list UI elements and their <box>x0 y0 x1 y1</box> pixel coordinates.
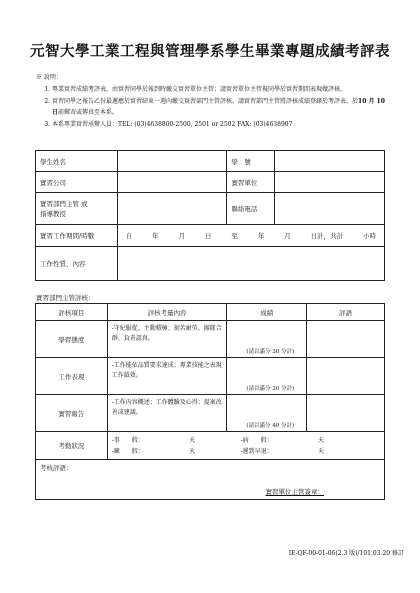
document-number: IE-QF-00-01-06(2.3 版)/101.03.20 修訂 <box>288 550 404 557</box>
score-cell[interactable] <box>227 321 307 358</box>
label-supervisor: 實習部門主管 或 指導教授 <box>36 193 118 225</box>
period-word: 月 <box>284 232 291 240</box>
instruction-item: 1. 專業實習成績考評表，由實習同學於報到時繳交實習單位主管；請實習單位主管視同學於實習期間表現做評核。 <box>52 84 386 95</box>
score-cell[interactable] <box>227 395 307 432</box>
field-student-name[interactable] <box>117 151 227 172</box>
eval-item: 實習報告 <box>36 395 108 432</box>
period-word: 自 <box>125 232 133 240</box>
eval-item: 學習態度 <box>36 321 108 358</box>
field-phone[interactable] <box>275 193 385 225</box>
comment-signature-cell[interactable] <box>36 460 385 500</box>
score-max-note: (請以滿分 40 分計) <box>246 423 295 429</box>
leave-row: -曠 假： 天 -遲到早退： 天 <box>111 447 324 455</box>
header-comment: 評語 <box>307 304 385 321</box>
header-score: 成績 <box>227 304 307 321</box>
period-word: 日計，共計 <box>310 232 344 240</box>
signature-label: 實習單位主管簽章： <box>265 488 324 496</box>
eval-criteria: -守紀服從、主動積極、刻苦耐勞、團隊合群、負責認真。 <box>107 321 227 358</box>
label-phone: 聯絡電話 <box>227 193 275 225</box>
score-cell[interactable] <box>227 358 307 395</box>
deadline-date: 10 月 10 日 <box>52 98 385 116</box>
score-max-note: (請以滿分 30 分計) <box>246 386 295 392</box>
comment-cell[interactable] <box>307 358 385 395</box>
instruction-item: 3. 本系專業實習承辦人員：TEL: (03)4638800-2500, 2501 or 2502 FAX: (03)4638907 <box>52 119 386 130</box>
period-word: 小時 <box>363 232 376 240</box>
header-content: 評核考量內容 <box>107 304 227 321</box>
period-word: 年 <box>257 232 265 240</box>
form-title: 元智大學工業工程與管理學系學生畢業專題成績考評表 <box>30 43 390 60</box>
label-job: 工作性質、內容 <box>36 247 118 281</box>
period-word: 至 <box>231 232 238 240</box>
comment-cell[interactable] <box>307 321 385 358</box>
header-item: 評核項目 <box>36 304 108 321</box>
instructions-list <box>36 84 386 130</box>
attendance-fields[interactable] <box>107 432 384 460</box>
leave-row: -事 假： 天 -病 假： 天 <box>111 436 324 444</box>
comment-cell[interactable] <box>307 395 385 432</box>
field-company[interactable] <box>117 172 227 193</box>
period-word: 月 <box>178 232 186 240</box>
field-job[interactable] <box>117 247 384 281</box>
period-word: 年 <box>152 232 159 240</box>
label-company: 實習公司 <box>36 172 118 193</box>
evaluation-table <box>35 303 385 500</box>
student-info-table <box>35 150 385 281</box>
comment-label: 考核評語： <box>40 464 73 472</box>
instruction-item: 2. 實習同學之報告乙份最遲應於實習結束一週內繳交實習部門主管評核，請實習部門主管將評核成績登錄於考評表，於10 月 10 日前郵寄或傳真至本系。 <box>52 96 386 118</box>
instructions <box>36 72 386 131</box>
period-word: 日 <box>204 232 212 240</box>
eval-caption: 實習部門主管評核： <box>36 294 95 302</box>
eval-criteria: -工作內容概述；工作體驗及心得；提案改善或建議。 <box>107 395 227 432</box>
label-unit: 實習單位 <box>227 172 275 193</box>
eval-criteria: -工作能依品質要求達成；專業技能之表現工作績效。 <box>107 358 227 395</box>
field-unit[interactable] <box>275 172 385 193</box>
label-student-id: 學 號 <box>227 151 275 172</box>
eval-item: 工作表現 <box>36 358 108 395</box>
field-supervisor[interactable] <box>117 193 227 225</box>
attendance-label: 考勤狀況 <box>36 432 108 460</box>
field-student-id[interactable] <box>275 151 385 172</box>
instructions-heading: ※ 說明： <box>36 74 62 81</box>
label-student-name: 學生姓名 <box>36 151 118 172</box>
score-max-note: (請以滿分 30 分計) <box>246 349 295 355</box>
field-period[interactable] <box>117 225 384 247</box>
label-period: 實習工作期間/時數 <box>36 225 118 247</box>
